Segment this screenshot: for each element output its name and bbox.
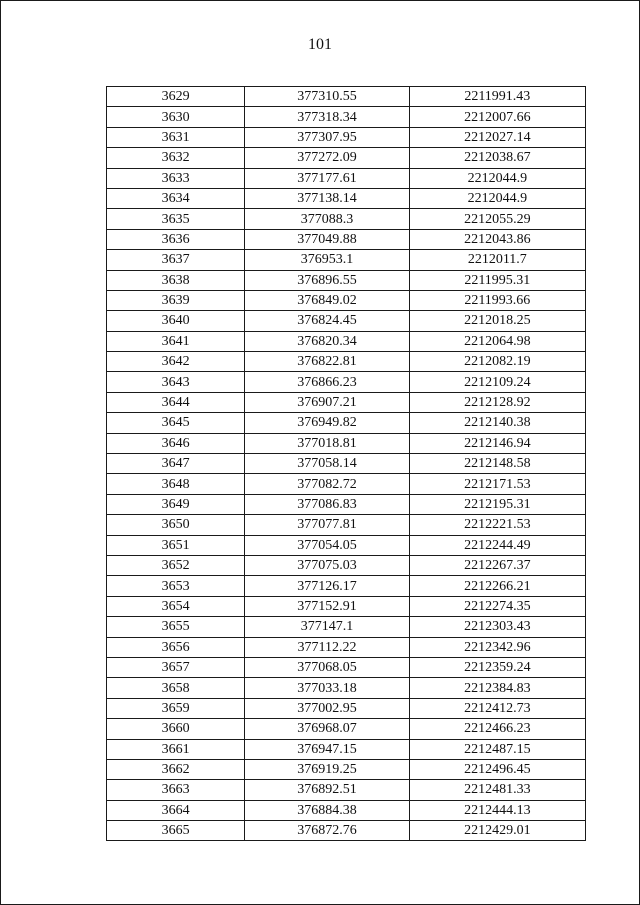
table-row: [107, 127, 586, 147]
point-number-cell: 3665: [107, 821, 245, 841]
table-row: [107, 209, 586, 229]
table-row: [107, 270, 586, 290]
table-row: [107, 413, 586, 433]
y-coordinate-cell: 2212496.45: [409, 759, 585, 779]
x-coordinate-cell: 376820.34: [245, 331, 409, 351]
point-number-cell: 3647: [107, 454, 245, 474]
y-coordinate-cell: 2212140.38: [409, 413, 585, 433]
x-coordinate-cell: 376884.38: [245, 800, 409, 820]
table-row: [107, 657, 586, 677]
y-coordinate-cell: 2212109.24: [409, 372, 585, 392]
y-coordinate-cell: 2212011.7: [409, 250, 585, 270]
point-number-cell: 3642: [107, 352, 245, 372]
x-coordinate-cell: 377310.55: [245, 87, 409, 107]
y-coordinate-cell: 2212487.15: [409, 739, 585, 759]
x-coordinate-cell: 377058.14: [245, 454, 409, 474]
point-number-cell: 3658: [107, 678, 245, 698]
point-number-cell: 3652: [107, 555, 245, 575]
y-coordinate-cell: 2212444.13: [409, 800, 585, 820]
table-row: [107, 555, 586, 575]
table-row: [107, 678, 586, 698]
point-number-cell: 3634: [107, 188, 245, 208]
point-number-cell: 3651: [107, 535, 245, 555]
point-number-cell: 3663: [107, 780, 245, 800]
table-row: [107, 698, 586, 718]
y-coordinate-cell: 2211993.66: [409, 290, 585, 310]
x-coordinate-cell: 376824.45: [245, 311, 409, 331]
table-row: [107, 515, 586, 535]
x-coordinate-cell: 377318.34: [245, 107, 409, 127]
y-coordinate-cell: 2212128.92: [409, 392, 585, 412]
y-coordinate-cell: 2212481.33: [409, 780, 585, 800]
x-coordinate-cell: 377033.18: [245, 678, 409, 698]
table-row: [107, 535, 586, 555]
point-number-cell: 3633: [107, 168, 245, 188]
point-number-cell: 3645: [107, 413, 245, 433]
y-coordinate-cell: 2212466.23: [409, 719, 585, 739]
x-coordinate-cell: 376896.55: [245, 270, 409, 290]
table-row: [107, 617, 586, 637]
x-coordinate-cell: 376872.76: [245, 821, 409, 841]
y-coordinate-cell: 2212043.86: [409, 229, 585, 249]
point-number-cell: 3646: [107, 433, 245, 453]
x-coordinate-cell: 377082.72: [245, 474, 409, 494]
y-coordinate-cell: 2212359.24: [409, 657, 585, 677]
table-row: [107, 494, 586, 514]
y-coordinate-cell: 2212064.98: [409, 331, 585, 351]
x-coordinate-cell: 377002.95: [245, 698, 409, 718]
x-coordinate-cell: 377077.81: [245, 515, 409, 535]
table-row: [107, 821, 586, 841]
point-number-cell: 3641: [107, 331, 245, 351]
y-coordinate-cell: 2212007.66: [409, 107, 585, 127]
table-row: [107, 454, 586, 474]
y-coordinate-cell: 2211991.43: [409, 87, 585, 107]
point-number-cell: 3660: [107, 719, 245, 739]
point-number-cell: 3630: [107, 107, 245, 127]
table-row: [107, 392, 586, 412]
y-coordinate-cell: 2212266.21: [409, 576, 585, 596]
y-coordinate-cell: 2212342.96: [409, 637, 585, 657]
table-row: [107, 372, 586, 392]
y-coordinate-cell: 2212244.49: [409, 535, 585, 555]
point-number-cell: 3661: [107, 739, 245, 759]
y-coordinate-cell: 2212148.58: [409, 454, 585, 474]
table-row: [107, 637, 586, 657]
table-row: [107, 229, 586, 249]
table-row: [107, 759, 586, 779]
x-coordinate-cell: 377177.61: [245, 168, 409, 188]
y-coordinate-cell: 2212027.14: [409, 127, 585, 147]
x-coordinate-cell: 376849.02: [245, 290, 409, 310]
table-row: [107, 739, 586, 759]
y-coordinate-cell: 2212018.25: [409, 311, 585, 331]
point-number-cell: 3648: [107, 474, 245, 494]
x-coordinate-cell: 376949.82: [245, 413, 409, 433]
x-coordinate-cell: 377272.09: [245, 148, 409, 168]
y-coordinate-cell: 2212274.35: [409, 596, 585, 616]
y-coordinate-cell: 2212055.29: [409, 209, 585, 229]
point-number-cell: 3638: [107, 270, 245, 290]
point-number-cell: 3649: [107, 494, 245, 514]
x-coordinate-cell: 377049.88: [245, 229, 409, 249]
x-coordinate-cell: 376919.25: [245, 759, 409, 779]
point-number-cell: 3640: [107, 311, 245, 331]
point-number-cell: 3632: [107, 148, 245, 168]
y-coordinate-cell: 2212412.73: [409, 698, 585, 718]
y-coordinate-cell: 2212044.9: [409, 168, 585, 188]
page-number: 101: [308, 36, 332, 53]
point-number-cell: 3631: [107, 127, 245, 147]
x-coordinate-cell: 377018.81: [245, 433, 409, 453]
y-coordinate-cell: 2212146.94: [409, 433, 585, 453]
coordinates-table-body: [107, 87, 586, 841]
table-row: [107, 87, 586, 107]
table-row: [107, 719, 586, 739]
table-row: [107, 433, 586, 453]
x-coordinate-cell: 377075.03: [245, 555, 409, 575]
x-coordinate-cell: 377054.05: [245, 535, 409, 555]
point-number-cell: 3653: [107, 576, 245, 596]
table-row: [107, 168, 586, 188]
point-number-cell: 3655: [107, 617, 245, 637]
point-number-cell: 3639: [107, 290, 245, 310]
y-coordinate-cell: 2212221.53: [409, 515, 585, 535]
x-coordinate-cell: 377086.83: [245, 494, 409, 514]
table-row: [107, 148, 586, 168]
y-coordinate-cell: 2212267.37: [409, 555, 585, 575]
x-coordinate-cell: 376892.51: [245, 780, 409, 800]
table-row: [107, 311, 586, 331]
y-coordinate-cell: 2212038.67: [409, 148, 585, 168]
table-row: [107, 331, 586, 351]
table-row: [107, 474, 586, 494]
point-number-cell: 3659: [107, 698, 245, 718]
point-number-cell: 3656: [107, 637, 245, 657]
x-coordinate-cell: 376866.23: [245, 372, 409, 392]
x-coordinate-cell: 377088.3: [245, 209, 409, 229]
point-number-cell: 3637: [107, 250, 245, 270]
table-row: [107, 780, 586, 800]
point-number-cell: 3662: [107, 759, 245, 779]
x-coordinate-cell: 377068.05: [245, 657, 409, 677]
table-row: [107, 352, 586, 372]
table-row: [107, 800, 586, 820]
x-coordinate-cell: 377126.17: [245, 576, 409, 596]
x-coordinate-cell: 376907.21: [245, 392, 409, 412]
x-coordinate-cell: 377138.14: [245, 188, 409, 208]
x-coordinate-cell: 377112.22: [245, 637, 409, 657]
x-coordinate-cell: 376947.15: [245, 739, 409, 759]
y-coordinate-cell: 2212384.83: [409, 678, 585, 698]
x-coordinate-cell: 377147.1: [245, 617, 409, 637]
x-coordinate-cell: 376968.07: [245, 719, 409, 739]
table-row: [107, 290, 586, 310]
y-coordinate-cell: 2212171.53: [409, 474, 585, 494]
x-coordinate-cell: 377152.91: [245, 596, 409, 616]
point-number-cell: 3644: [107, 392, 245, 412]
y-coordinate-cell: 2212303.43: [409, 617, 585, 637]
point-number-cell: 3650: [107, 515, 245, 535]
point-number-cell: 3635: [107, 209, 245, 229]
table-row: [107, 107, 586, 127]
x-coordinate-cell: 377307.95: [245, 127, 409, 147]
point-number-cell: 3654: [107, 596, 245, 616]
table-row: [107, 188, 586, 208]
y-coordinate-cell: 2212195.31: [409, 494, 585, 514]
point-number-cell: 3657: [107, 657, 245, 677]
y-coordinate-cell: 2212044.9: [409, 188, 585, 208]
y-coordinate-cell: 2212429.01: [409, 821, 585, 841]
y-coordinate-cell: 2211995.31: [409, 270, 585, 290]
x-coordinate-cell: 376822.81: [245, 352, 409, 372]
point-number-cell: 3664: [107, 800, 245, 820]
table-row: [107, 576, 586, 596]
x-coordinate-cell: 376953.1: [245, 250, 409, 270]
y-coordinate-cell: 2212082.19: [409, 352, 585, 372]
table-row: [107, 250, 586, 270]
table-row: [107, 596, 586, 616]
point-number-cell: 3643: [107, 372, 245, 392]
coordinates-table: [106, 86, 586, 841]
point-number-cell: 3629: [107, 87, 245, 107]
point-number-cell: 3636: [107, 229, 245, 249]
